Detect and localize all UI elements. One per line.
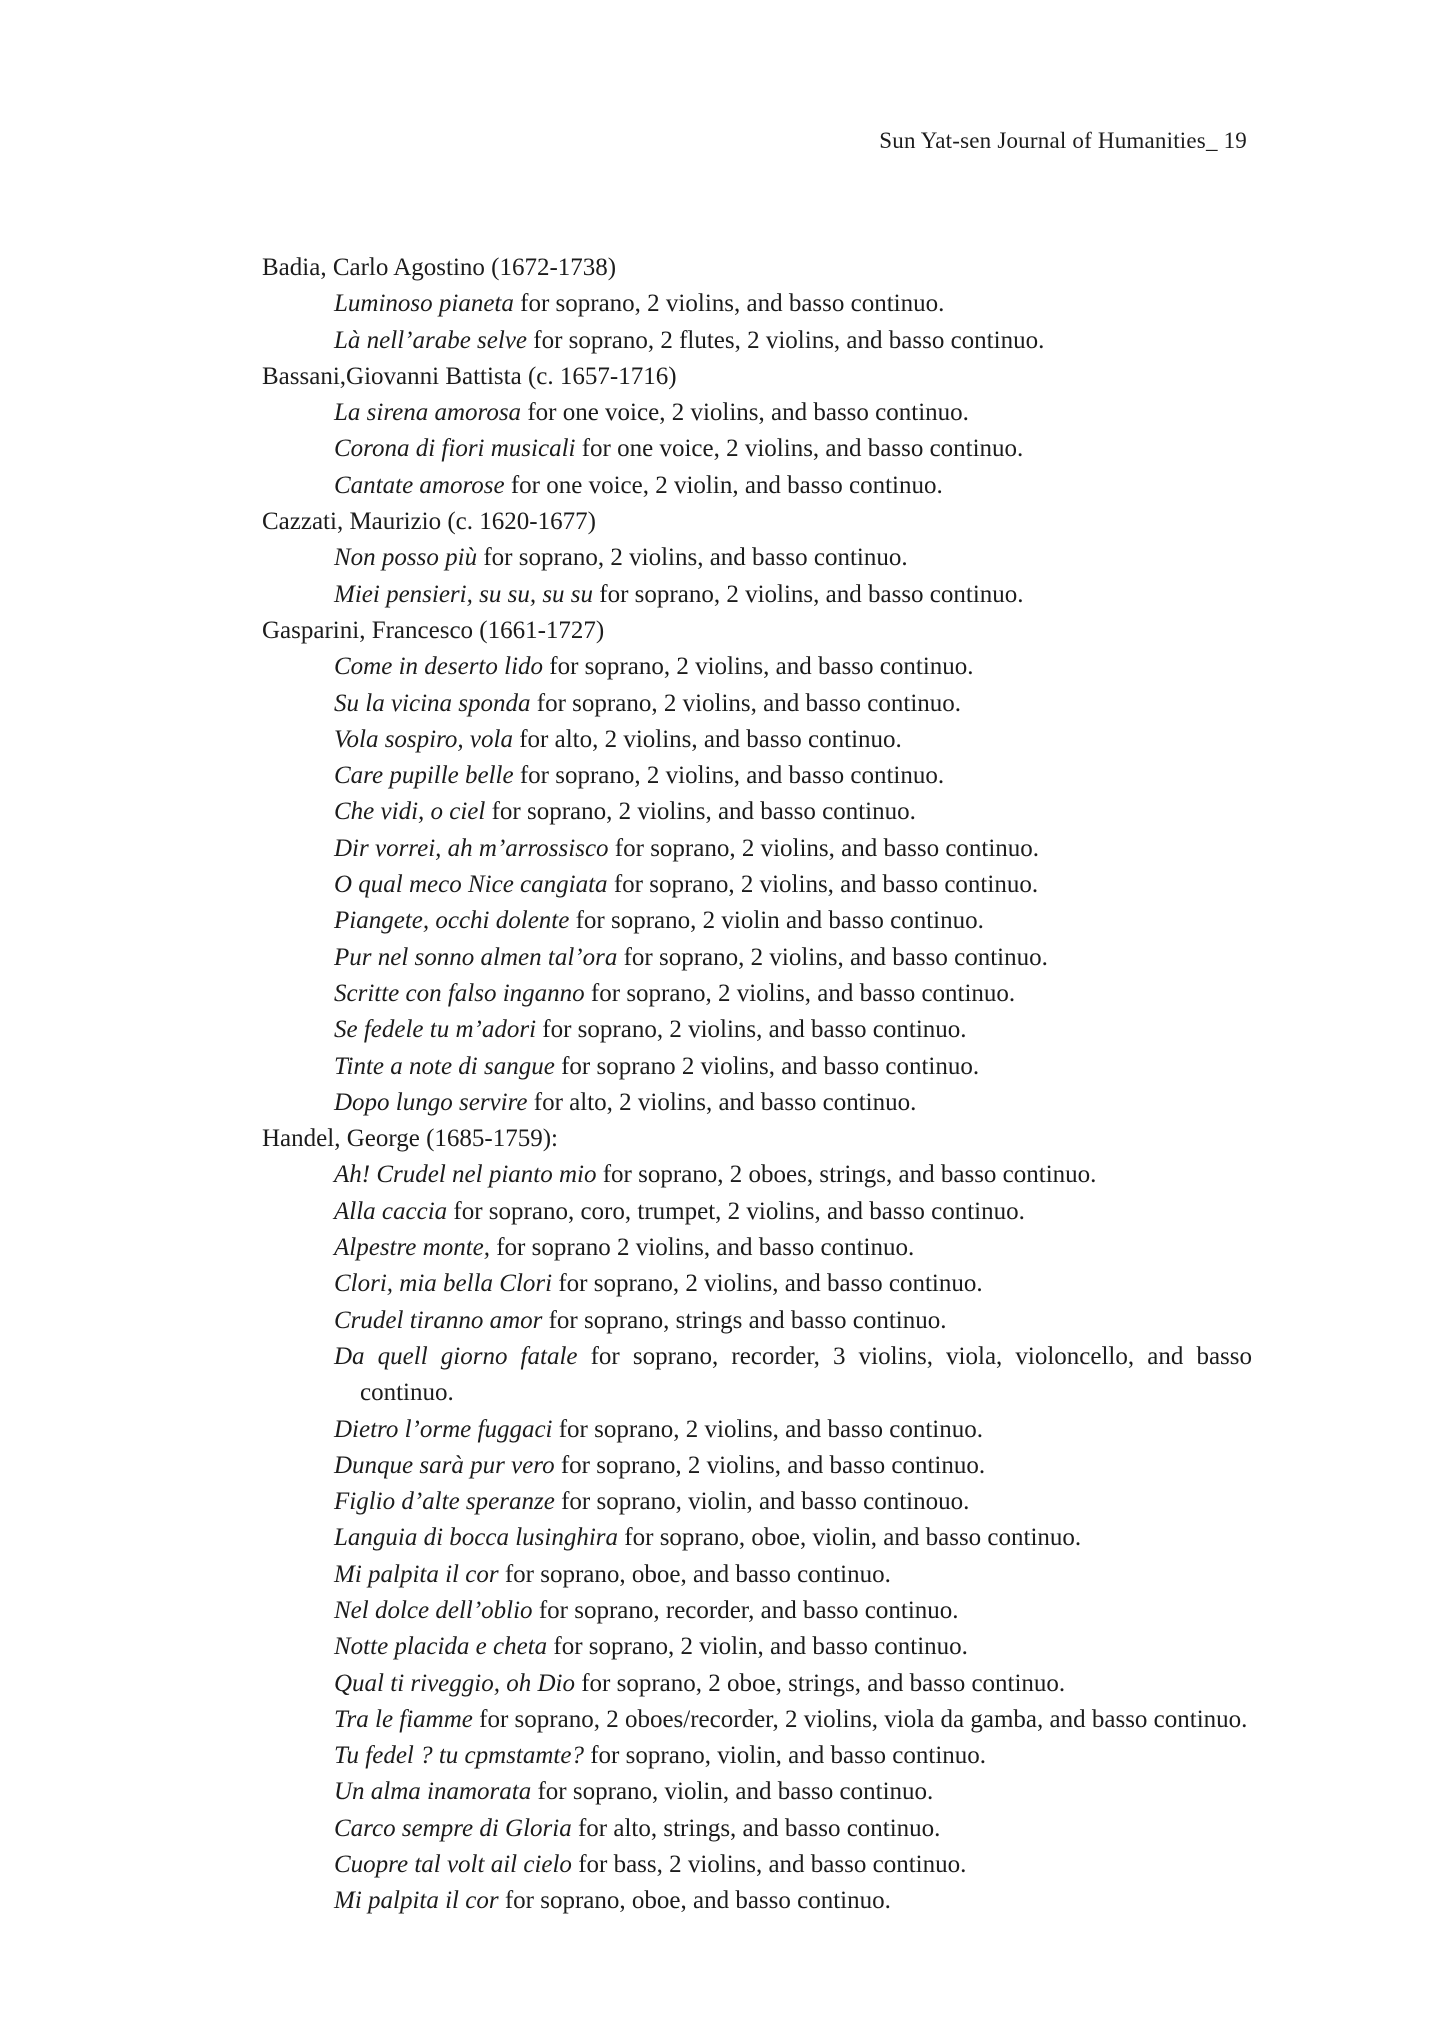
work-title: Languia di bocca lusinghira bbox=[334, 1524, 619, 1552]
work-title: Clori, mia bella Clori bbox=[334, 1270, 553, 1298]
work-scoring: for soprano, coro, trumpet, 2 violins, and basso continuo. bbox=[447, 1197, 1025, 1225]
work-scoring: for soprano, 2 violins, and basso continuo. bbox=[513, 290, 945, 318]
work-entry bbox=[262, 1339, 1252, 1412]
work-scoring: for soprano, 2 oboes, strings, and basso continuo. bbox=[596, 1161, 1097, 1189]
work-entry bbox=[262, 976, 1252, 1012]
work-scoring: for one voice, 2 violins, and basso continuo. bbox=[521, 399, 969, 427]
work-scoring: for soprano, 2 violins, and basso continuo. bbox=[530, 689, 962, 717]
work-title: Scritte con falso inganno bbox=[334, 979, 585, 1007]
work-entry bbox=[262, 1085, 1252, 1121]
page-number: _ 19 bbox=[1205, 128, 1247, 153]
work-entry bbox=[262, 577, 1252, 613]
work-scoring: for bass, 2 violins, and basso continuo. bbox=[571, 1851, 967, 1879]
work-entry bbox=[262, 1738, 1252, 1774]
work-scoring: for soprano, 2 violins, and basso continuo. bbox=[536, 1016, 967, 1044]
work-entry bbox=[262, 1774, 1252, 1810]
work-entry bbox=[262, 1557, 1252, 1593]
work-title: La sirena amorosa bbox=[334, 399, 522, 427]
work-entry bbox=[262, 431, 1252, 467]
work-title: Piangete, occhi dolente bbox=[334, 907, 570, 935]
work-scoring: for soprano, violin, and basso continuo. bbox=[583, 1742, 987, 1770]
work-scoring: for soprano, 2 violins, and basso continuo. bbox=[608, 834, 1040, 862]
work-title: Mi palpita il cor bbox=[334, 1560, 499, 1588]
work-entry bbox=[262, 1847, 1252, 1883]
work-title: Cuopre tal volt ail cielo bbox=[334, 1851, 572, 1879]
work-scoring: for alto, strings, and basso continuo. bbox=[571, 1814, 941, 1842]
work-entry bbox=[262, 1303, 1252, 1339]
work-title: Miei pensieri, su su, su su bbox=[334, 580, 594, 608]
work-title: Care pupille belle bbox=[334, 762, 514, 790]
work-title: Ah! Crudel nel pianto mio bbox=[334, 1161, 597, 1189]
work-title: Qual ti riveggio, oh Dio bbox=[334, 1669, 575, 1697]
work-scoring: for alto, 2 violins, and basso continuo. bbox=[527, 1088, 917, 1116]
work-scoring: for soprano, recorder, and basso continuo. bbox=[532, 1596, 959, 1624]
work-entry bbox=[262, 323, 1252, 359]
work-scoring: for soprano, 2 violins, and basso continuo. bbox=[543, 653, 974, 681]
work-title: Cantate amorose bbox=[334, 471, 505, 499]
work-scoring: for one voice, 2 violin, and basso continuo. bbox=[504, 471, 943, 499]
work-scoring: for soprano, 2 violins, and basso continuo. bbox=[477, 544, 908, 572]
running-header bbox=[879, 128, 1247, 154]
work-scoring: for soprano, 2 violin, and basso continuo. bbox=[547, 1633, 968, 1661]
work-title: Dunque sarà pur vero bbox=[334, 1451, 555, 1479]
work-entry bbox=[262, 1266, 1252, 1302]
work-entry bbox=[262, 1883, 1252, 1919]
composer-entry: Cazzati, Maurizio (c. 1620-1677) bbox=[262, 508, 596, 536]
composer-entry: Badia, Carlo Agostino (1672-1738) bbox=[262, 254, 617, 281]
work-scoring: for soprano, 2 violins, and basso continuo. bbox=[584, 979, 1016, 1007]
work-title: Corona di fiori musicali bbox=[334, 435, 576, 463]
composer-entry: Bassani,Giovanni Battista (c. 1657-1716) bbox=[262, 362, 677, 390]
work-title: Se fedele tu m’adori bbox=[334, 1016, 537, 1044]
work-scoring: for soprano, 2 violins, and basso continuo. bbox=[552, 1415, 983, 1443]
running-title: Sun Yat-sen Journal of Humanities bbox=[879, 128, 1206, 153]
work-entry bbox=[262, 649, 1252, 685]
work-entry bbox=[262, 831, 1252, 867]
work-entry bbox=[262, 1230, 1252, 1266]
work-title: Pur nel sonno almen tal’ora bbox=[334, 943, 618, 971]
work-title: Tu fedel ? tu cpmstamte? bbox=[334, 1742, 584, 1770]
work-entry bbox=[262, 1012, 1252, 1048]
work-entry bbox=[262, 1593, 1252, 1629]
work-title: Nel dolce dell’oblio bbox=[334, 1596, 533, 1624]
work-entry bbox=[262, 1484, 1252, 1520]
work-entry bbox=[262, 758, 1252, 794]
work-entry bbox=[262, 940, 1252, 976]
work-scoring: for soprano, 2 violins, and basso continuo. bbox=[554, 1451, 986, 1479]
work-scoring: for soprano, 2 violins, and basso continuo. bbox=[485, 798, 916, 826]
composer-entry: Gasparini, Francesco (1661-1727) bbox=[262, 616, 605, 644]
work-scoring: for soprano, 2 violins, and basso continuo. bbox=[607, 871, 1039, 899]
work-title: Come in deserto lido bbox=[334, 653, 544, 681]
work-entry bbox=[262, 1448, 1252, 1484]
work-scoring: for soprano, oboe, violin, and basso continuo. bbox=[618, 1524, 1082, 1552]
work-entry bbox=[262, 794, 1252, 830]
work-entry bbox=[262, 1049, 1252, 1085]
work-scoring: for soprano, 2 oboes/recorder, 2 violins, viola da gamba, and basso continuo. bbox=[472, 1705, 1248, 1733]
work-scoring: for soprano, oboe, and basso continuo. bbox=[498, 1560, 891, 1588]
work-scoring: for soprano, violin, and basso continuo. bbox=[531, 1778, 934, 1806]
work-title: Non posso più bbox=[334, 544, 478, 572]
work-title: Tinte a note di sangue bbox=[334, 1052, 555, 1080]
work-title: Mi palpita il cor bbox=[334, 1887, 499, 1915]
work-title: O qual meco Nice cangiata bbox=[334, 871, 608, 899]
work-scoring: for soprano, oboe, and basso continuo. bbox=[498, 1887, 891, 1915]
work-entry bbox=[262, 903, 1252, 939]
work-scoring: for soprano, 2 violins, and basso continuo. bbox=[593, 580, 1024, 608]
work-entry bbox=[262, 286, 1252, 322]
work-scoring: for soprano, 2 violins, and basso continuo. bbox=[552, 1270, 983, 1298]
work-entry bbox=[262, 1157, 1252, 1193]
work-scoring: for alto, 2 violins, and basso continuo. bbox=[512, 725, 902, 753]
work-scoring: for soprano, 2 violins, and basso continuo. bbox=[617, 943, 1048, 971]
work-title: Luminoso pianeta bbox=[334, 290, 514, 318]
work-scoring: for soprano, 2 violins, and basso continuo. bbox=[513, 762, 945, 790]
work-entry bbox=[262, 686, 1252, 722]
work-scoring: for soprano, strings and basso continuo. bbox=[542, 1306, 947, 1334]
work-title: Dir vorrei, ah m’arrossisco bbox=[334, 834, 609, 862]
work-scoring: for soprano, 2 oboe, strings, and basso continuo. bbox=[574, 1669, 1066, 1697]
work-entry bbox=[262, 1811, 1252, 1847]
work-scoring: for one voice, 2 violins, and basso continuo. bbox=[575, 435, 1024, 463]
work-entry bbox=[262, 1666, 1252, 1702]
work-title: Vola sospiro, vola bbox=[334, 725, 513, 753]
work-scoring: for soprano 2 violins, and basso continuo. bbox=[489, 1234, 915, 1262]
work-title: Figlio d’alte speranze bbox=[334, 1488, 555, 1516]
work-entry bbox=[262, 722, 1252, 758]
work-title: Carco sempre di Gloria bbox=[334, 1814, 572, 1842]
composer-entry: Handel, George (1685-1759): bbox=[262, 1125, 558, 1153]
work-title: Tra le fiamme bbox=[334, 1705, 473, 1733]
work-title: Là nell’arabe selve bbox=[334, 326, 528, 354]
work-title: Crudel tiranno amor bbox=[334, 1306, 543, 1334]
work-entry bbox=[262, 395, 1252, 431]
work-title: Dopo lungo servire bbox=[334, 1088, 528, 1116]
cantata-list bbox=[262, 250, 1252, 1920]
work-scoring: for soprano, recorder, 3 violins, viola, violoncello, and basso continuo. bbox=[360, 1342, 1253, 1407]
work-scoring: for soprano, 2 flutes, 2 violins, and basso continuo. bbox=[527, 326, 1045, 354]
work-entry bbox=[262, 1412, 1252, 1448]
work-scoring: for soprano 2 violins, and basso continuo. bbox=[554, 1052, 980, 1080]
work-entry bbox=[262, 468, 1252, 504]
work-title: Che vidi, o ciel bbox=[334, 798, 486, 826]
work-entry bbox=[262, 867, 1252, 903]
work-scoring: for soprano, violin, and basso continouo. bbox=[554, 1488, 970, 1516]
work-title: Un alma inamorata bbox=[334, 1778, 532, 1806]
work-scoring: for soprano, 2 violin and basso continuo. bbox=[569, 907, 984, 935]
work-title: Da quell giorno fatale bbox=[334, 1342, 578, 1370]
work-entry bbox=[262, 1194, 1252, 1230]
work-title: Notte placida e cheta bbox=[334, 1633, 548, 1661]
work-title: Dietro l’orme fuggaci bbox=[334, 1415, 553, 1443]
work-entry bbox=[262, 1702, 1252, 1738]
work-title: Alpestre monte, bbox=[334, 1234, 490, 1262]
work-title: Alla caccia bbox=[334, 1197, 448, 1225]
work-entry bbox=[262, 540, 1252, 576]
work-title: Su la vicina sponda bbox=[334, 689, 531, 717]
work-entry bbox=[262, 1629, 1252, 1665]
work-entry bbox=[262, 1520, 1252, 1556]
